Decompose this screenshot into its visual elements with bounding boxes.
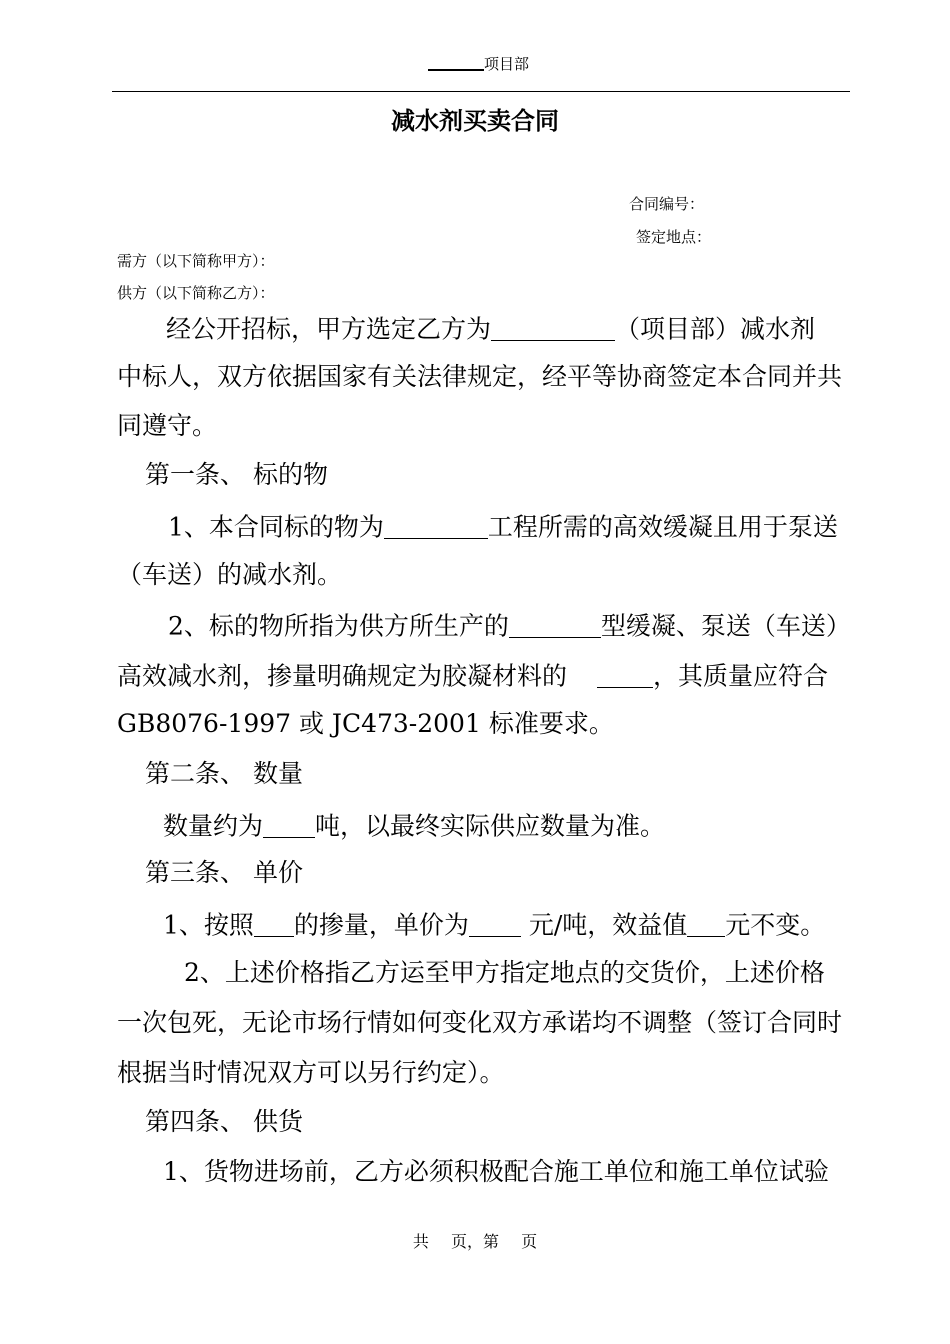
article-3-clause-2-line-1: 2、上述价格指乙方运至甲方指定地点的交货价，上述价格 — [184, 958, 825, 987]
project-blank — [491, 314, 615, 341]
article-3-clause-2-line-2: 一次包死，无论市场行情如何变化双方承诺均不调整（签订合同时 — [117, 1008, 843, 1037]
footer-total-label: 共 — [412, 1232, 429, 1251]
document-title: 减水剂买卖合同 — [391, 106, 559, 135]
article-1-clause-2-line-1: 2、标的物所指为供方所生产的 型缓凝、泵送（车送） — [168, 611, 851, 641]
article-1-heading: 第一条、 标的物 — [145, 460, 328, 489]
intro-line-2: 中标人，双方依据国家有关法律规定，经平等协商签定本合同并共 — [117, 362, 843, 391]
header-divider — [112, 91, 850, 92]
article-1-clause-2-line-2: 高效减水剂，掺量明确规定为胶凝材料的 ，其质量应符合 — [117, 661, 829, 691]
article-3-clause-1: 1、按照 的掺量，单价为 元/吨，效益值 元不变。 — [163, 910, 826, 940]
article-1-clause-1-line-2: （车送）的减水剂。 — [117, 560, 343, 589]
benefit-value-blank — [687, 910, 725, 937]
header-dept: 项目部 — [484, 55, 530, 73]
footer-page-end: 页 — [521, 1232, 538, 1251]
seller-label: 供方（以下简称乙方）： — [117, 284, 275, 302]
intro-line-3: 同遵守。 — [117, 411, 218, 440]
model-blank — [509, 611, 601, 638]
dosage-blank — [597, 661, 653, 688]
article-2-line: 数量约为 吨，以最终实际供应数量为准。 — [163, 811, 666, 841]
buyer-label: 需方（以下简称甲方）： — [117, 252, 275, 270]
article-1-clause-1-line-1: 1、本合同标的物为 工程所需的高效缓凝且用于泵送 — [168, 512, 838, 542]
article-3-clause-2-line-3: 根据当时情况双方可以另行约定）。 — [117, 1058, 505, 1087]
intro-line-1: 经公开招标，甲方选定乙方为 （项目部）减水剂 — [166, 314, 816, 344]
article-3-heading: 第三条、 单价 — [145, 858, 303, 887]
article-2-heading: 第二条、 数量 — [145, 759, 303, 788]
page-header — [428, 53, 529, 74]
quantity-blank — [263, 811, 315, 838]
footer-page-label: 页，第 — [450, 1232, 499, 1251]
article-4-heading: 第四条、 供货 — [145, 1107, 303, 1136]
page-footer — [0, 1229, 950, 1252]
signing-place-label: 签定地点： — [636, 228, 712, 246]
article-1-clause-2-line-3: GB8076-1997 或 JC473-2001 标准要求。 — [117, 709, 614, 738]
header-blank — [428, 53, 484, 71]
dosage-rate-blank — [254, 910, 294, 937]
article-4-clause-1-line-1: 1、货物进场前，乙方必须积极配合施工单位和施工单位试验 — [163, 1157, 829, 1186]
unit-price-blank — [469, 910, 521, 937]
contract-number-label: 合同编号： — [629, 195, 705, 213]
project-name-blank — [384, 512, 488, 539]
